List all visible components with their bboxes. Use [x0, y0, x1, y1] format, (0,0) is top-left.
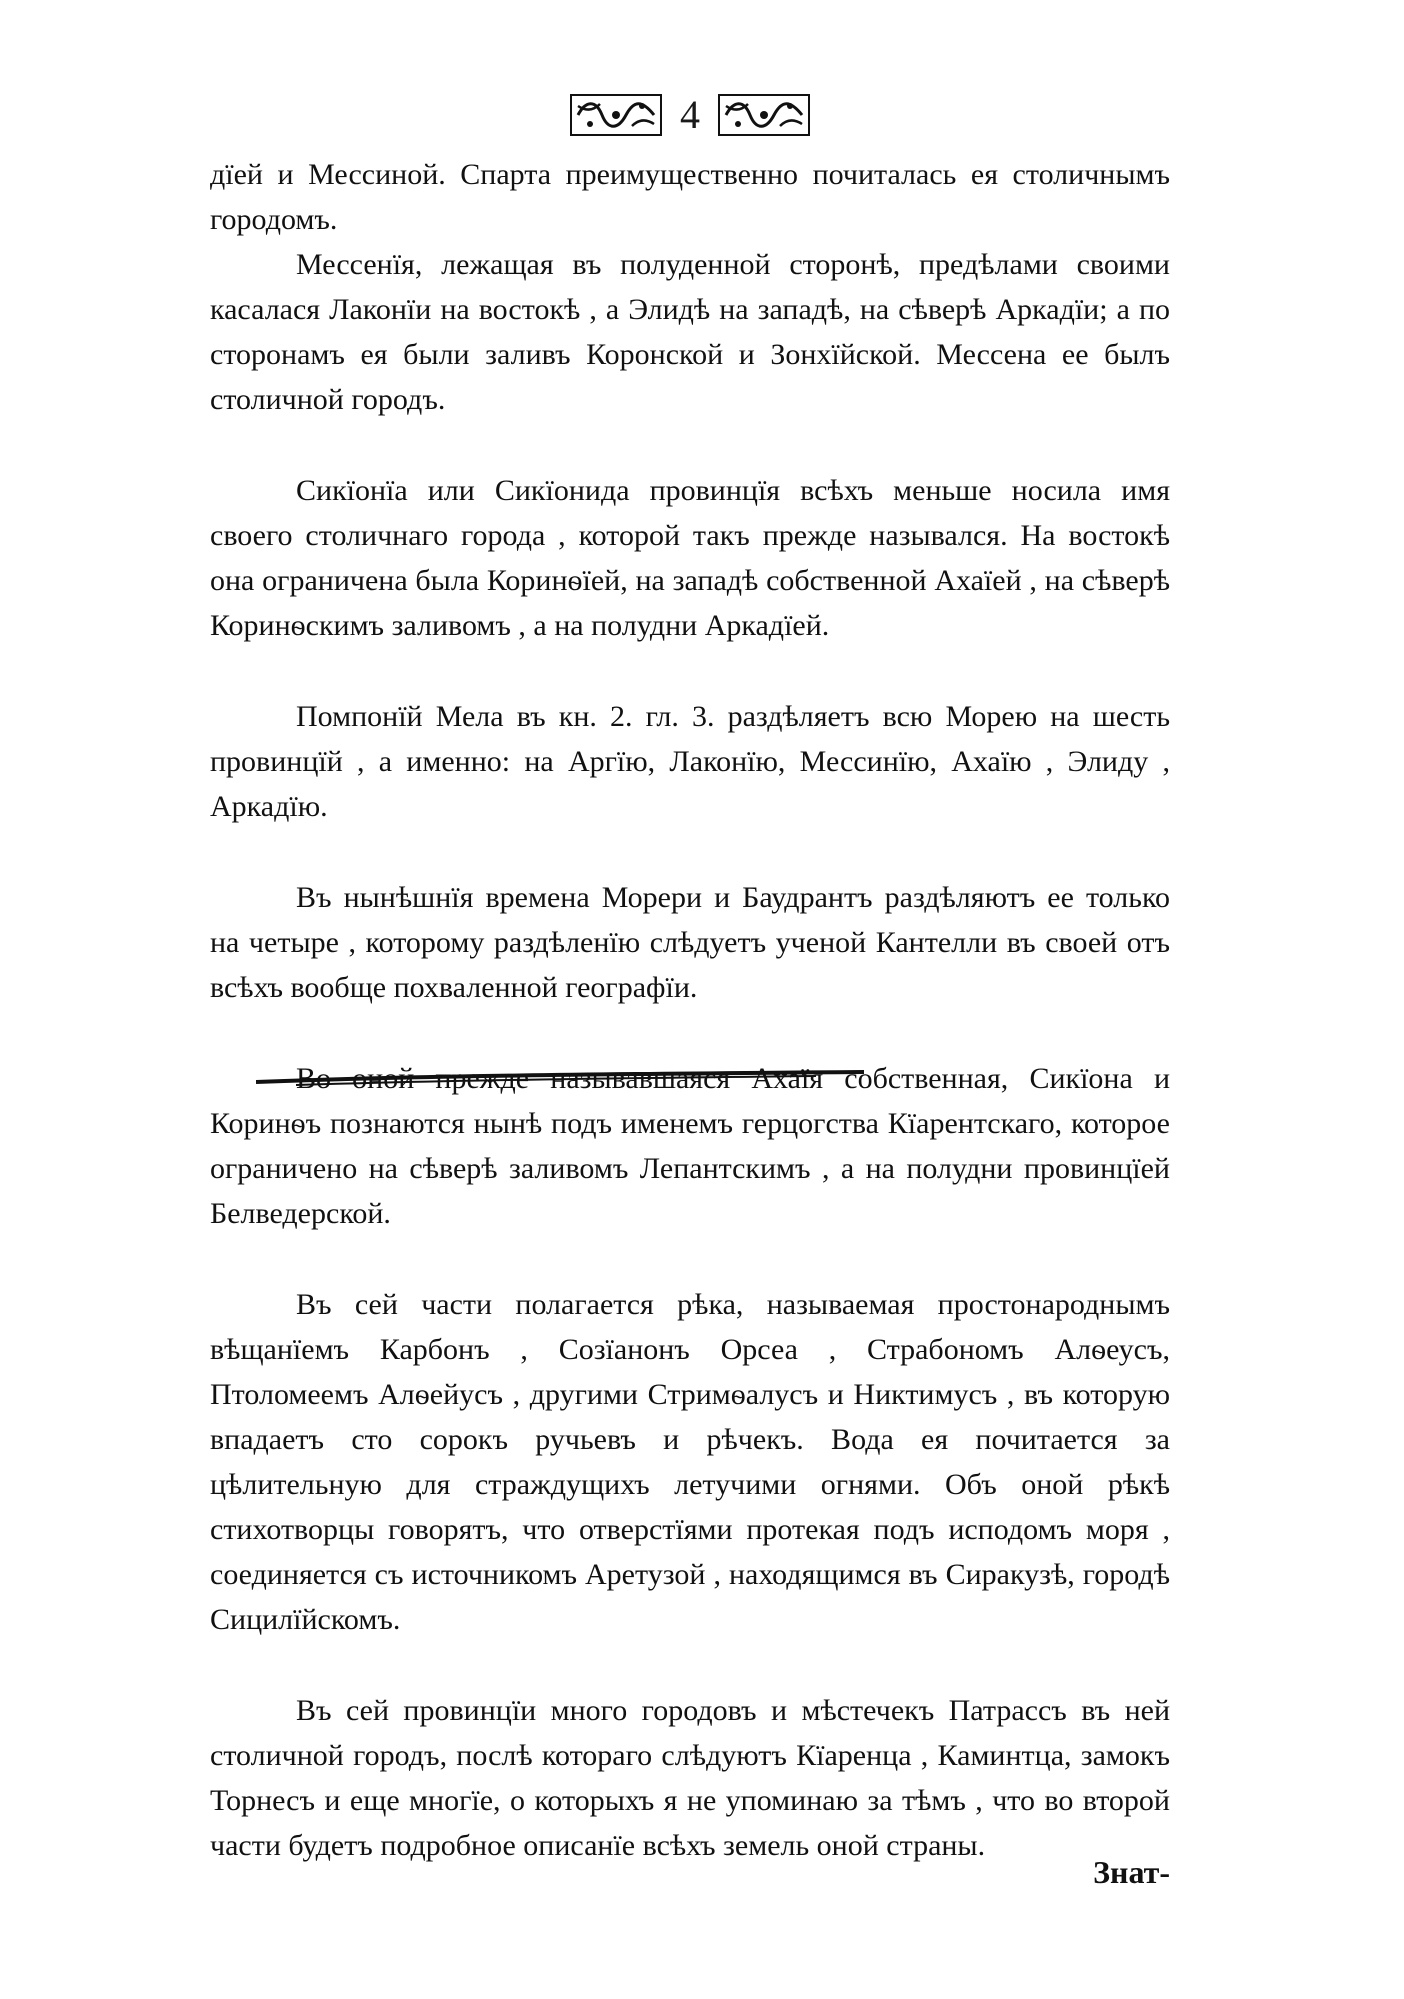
paragraph-messenia: Мессенїя, лежащая въ полуденной сторонѣ, предѣлами своими касалася Лаконїи на востокѣ , а Элидѣ на западѣ, на сѣверѣ Аркадїи; а по сторонамъ ея были заливъ Коронской и Зонхїйской. Мессена ее былъ столичной городъ. [210, 248, 1170, 416]
paragraph-continued: дїей и Мессиной. Спарта преимущественно почиталась ея столичнымъ городомъ. [210, 158, 1170, 236]
ornament-icon [718, 94, 810, 136]
body-text [210, 152, 1170, 1868]
ornament-icon [570, 94, 662, 136]
paragraph-kiarenza-duchy: Во оной прежде называвшаяся Ахаїя собственная, Сикїона и Коринѳъ познаются нынѣ подъ именемъ герцогства Кїарентскаго, которое ограничено на сѣверѣ заливомъ Лепантскимъ , а на полудни провинцїей Белведерской. [210, 1062, 1170, 1230]
struck-paragraph-wrapper [210, 1056, 1170, 1236]
paragraph-cities: Въ сей провинцїи много городовъ и мѣстечекъ Патрассъ въ ней столичной городъ, послѣ котораго слѣдуютъ Кїаренца , Каминтца, замокъ Торнесъ и еще многїе, о которыхъ я не упоминаю за тѣмъ , что во второй части будетъ подробное описанїе всѣхъ земель оной страны. [210, 1694, 1170, 1862]
page-header [210, 86, 1170, 144]
paragraph-sikionia: Сикїонїа или Сикїонида провинцїя всѣхъ меньше носила имя своего столичнаго города , которой такъ прежде назывался. На востокѣ она ограничена была Коринѳїей, на западѣ собственной Ахаїей , на сѣверѣ Коринѳскимъ заливомъ , а на полудни Аркадїей. [210, 474, 1170, 642]
strikethrough-mark-icon [256, 1070, 864, 1088]
paragraph-river: Въ сей части полагается рѣка, называемая простонароднымъ вѣщанїемъ Карбонъ , Созїанонъ Орсеа , Страбономъ Алѳеусъ, Птоломеемъ Алѳейусъ , другими Стримѳалусъ и Никтимусъ , въ которую впадаетъ сто сорокъ ручьевъ и рѣчекъ. Вода ея почитается за цѣлительную для страждущихъ летучими огнями. Объ оной рѣкѣ стихотворцы говорятъ, что отверстїями протекая подъ исподомъ моря , соединяется съ источникомъ Аретузой , находящимся въ Сиракузѣ, городѣ Сицилїйскомъ. [210, 1288, 1170, 1636]
page-number: 4 [680, 92, 700, 137]
paragraph-pomponius-mela: Помпонїй Мела въ кн. 2. гл. 3. раздѣляетъ всю Морею на шесть провинцїй , а именно: на Аргїю, Лаконїю, Мессинїю, Ахаїю , Элиду , Аркадїю. [210, 700, 1170, 823]
catchword: Знат- [1093, 1854, 1170, 1890]
document-page [210, 86, 1170, 1966]
paragraph-moreri-baudrand: Въ нынѣшнїя времена Морери и Баудрантъ раздѣляютъ ее только на четыре , которому раздѣленїю слѣдуетъ ученой Кантелли въ своей отъ всѣхъ вообще похваленной географїи. [210, 881, 1170, 1004]
